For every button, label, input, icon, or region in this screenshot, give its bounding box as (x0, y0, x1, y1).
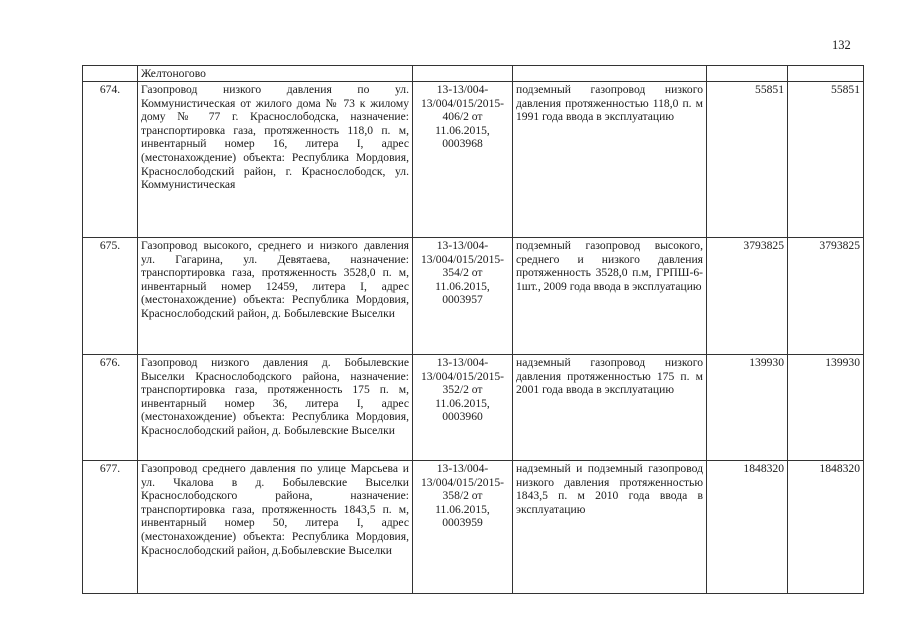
cell-num (83, 66, 138, 82)
cell-desc: надземный и подземный газопровод низкого давления протяженностью 1843,5 п. м 2010 года ввода в эксплуатацию (513, 461, 707, 594)
cell-num: 676. (83, 355, 138, 461)
cell-value1: 1848320 (707, 461, 788, 594)
cell-value2: 55851 (788, 82, 864, 238)
cell-value1: 3793825 (707, 238, 788, 355)
cell-name: Газопровод низкого давления по ул. Коммунистическая от жилого дома № 73 к жилому дому № 77 г. Краснослободска, назначение: транспортировка газа, протяженность 118,0 п. м, инвентарный номер 16, литера I, адрес (местонахождение) объекта: Республика Мордовия, Краснослободский район, г. Краснослободск, ул. Коммунистическая (138, 82, 413, 238)
cell-name: Газопровод высокого, среднего и низкого давления ул. Гагарина, ул. Девятаева, назначение: транспортировка газа, протяженность 3528,0 п. м, инвентарный номер 12459, литера I, адрес (местонахождение) объекта: Республика Мордовия, Краснослободский район, д. Бобылевские Выселки (138, 238, 413, 355)
cell-num: 674. (83, 82, 138, 238)
cell-value1: 55851 (707, 82, 788, 238)
cell-name: Желтоногово (138, 66, 413, 82)
cell-desc: надземный газопровод низкого давления протяженностью 175 п. м 2001 года ввода в эксплуатацию (513, 355, 707, 461)
cell-reg (413, 66, 513, 82)
cell-value2: 139930 (788, 355, 864, 461)
property-registry-table (82, 65, 864, 594)
table-row (83, 82, 864, 238)
cell-name: Газопровод среднего давления по улице Марсьева и ул. Чкалова в д. Бобылевские Выселки Краснослободского района, назначение: транспортировка газа, протяженность 1843,5 п. м, инвентарный номер 50, литера I, адрес (местонахождение) объекта: Республика Мордовия, Краснослободский район, д.Бобылевские Выселки (138, 461, 413, 594)
cell-value2: 3793825 (788, 238, 864, 355)
table-row (83, 461, 864, 594)
cell-value1: 139930 (707, 355, 788, 461)
table-row (83, 238, 864, 355)
cell-reg: 13-13/004-13/004/015/2015-358/2 от 11.06.2015, 0003959 (413, 461, 513, 594)
page-number: 132 (832, 38, 851, 52)
cell-value2 (788, 66, 864, 82)
cell-desc (513, 66, 707, 82)
cell-num: 677. (83, 461, 138, 594)
cell-value1 (707, 66, 788, 82)
cell-reg: 13-13/004-13/004/015/2015-352/2 от 11.06.2015, 0003960 (413, 355, 513, 461)
cell-desc: подземный газопровод высокого, среднего и низкого давления протяженность 3528,0 п.м, ГРПШ-6-1шт., 2009 года ввода в эксплуатацию (513, 238, 707, 355)
table-row-carry-over (83, 66, 864, 82)
cell-num: 675. (83, 238, 138, 355)
cell-desc: подземный газопровод низкого давления протяженностью 118,0 п. м 1991 года ввода в эксплуатацию (513, 82, 707, 238)
cell-reg: 13-13/004-13/004/015/2015-406/2 от 11.06.2015, 0003968 (413, 82, 513, 238)
table-row (83, 355, 864, 461)
cell-value2: 1848320 (788, 461, 864, 594)
cell-name: Газопровод низкого давления д. Бобылевские Выселки Краснослободского района, назначение: транспортировка газа, протяженность 175 п. м, инвентарный номер 36, литера I, адрес (местонахождение) объекта: Республика Мордовия, Краснослободский район, д. Бобылевские Выселки (138, 355, 413, 461)
cell-reg: 13-13/004-13/004/015/2015-354/2 от 11.06.2015, 0003957 (413, 238, 513, 355)
